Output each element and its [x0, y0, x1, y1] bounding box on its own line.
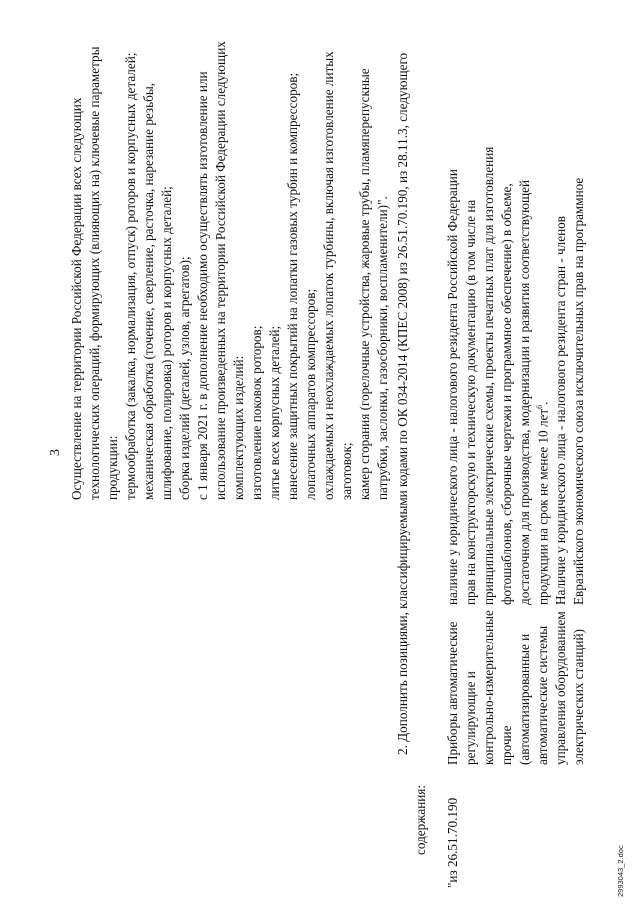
text-line: патрубки, заслонки, газосборники, воспламенители)".: [375, 196, 390, 500]
document-id: 2993043_2.doc: [616, 845, 625, 897]
text-line: с 1 января 2021 г. в дополнение необходимо осуществлять изготовление или: [195, 71, 210, 500]
condition-line: наличие у юридического лица - налогового резидента Российской Федерации: [445, 169, 460, 605]
text-line: комплектующих изделий:: [231, 355, 246, 500]
text-line: механическая обработка (точение, сверление, расточка, нарезание резьбы,: [141, 82, 156, 500]
text-line: литье всех корпусных деталей;: [267, 325, 282, 500]
condition-text: продукции на срок не менее 10 лет: [535, 408, 551, 605]
product-line: управления оборудованием: [553, 611, 568, 765]
amendment-line: содержания:: [413, 784, 428, 855]
text-line: нанесение защитных покрытий на лопатки газовых турбин и компрессоров;: [285, 72, 300, 500]
condition-line: фотошаблонов, сборочные чертежи и программное обеспечение) в объеме,: [499, 183, 514, 605]
text-line: заготовок;: [339, 442, 354, 500]
text-line: использование произведенных на территории Российской Федерации следующих: [213, 41, 228, 500]
text-line: камер сгорания (горелочные устройства, жаровые трубы, пламяперепускные: [357, 68, 372, 500]
page-number: 3: [48, 449, 63, 456]
product-line: прочие: [499, 725, 514, 765]
condition-line: прав на конструкторскую и техническую документацию (в том числе на: [463, 199, 478, 605]
product-line: (автоматизированные и: [517, 633, 532, 765]
text-line: охлаждаемых и неохлаждаемых лопаток турбины, включая изготовление литых: [321, 51, 336, 500]
product-line: автоматические системы: [535, 625, 550, 765]
text-line: Осуществление на территории Российской Федерации всех следующих: [69, 97, 84, 500]
product-line: электрических станций): [571, 629, 586, 765]
text-line: изготовление поковок роторов;: [249, 325, 264, 500]
okpd-code: "из 26.51.70.190: [445, 797, 460, 888]
condition-line: Наличие у юридического лица - налогового резидента стран - членов: [553, 216, 568, 605]
condition-line: достаточном для производства, модернизации и развития соответствующей: [517, 179, 532, 605]
product-line: Приборы автоматические: [445, 621, 460, 765]
text-line: технологических операций, формирующих (влияющих на) ключевые параметры: [87, 46, 102, 500]
condition-tail: .: [535, 401, 551, 405]
amendment-line: 2. Дополнить позициями, классифицируемыми кодами по ОК 034-2014 (КПЕС 2008) из 26.51.70.190, из 28.11.3, следующего: [395, 52, 410, 755]
text-line: продукции:: [105, 435, 120, 500]
text-line: термообработка (закалка, нормализация, отпуск) роторов и корпусных деталей;: [123, 52, 138, 500]
text-line: сборка изделий (деталей, узлов, агрегатов);: [177, 256, 192, 500]
condition-line: [536, 402, 550, 605]
condition-line: принципиальные электрические схемы, проекты печатных плат для изготовления: [481, 146, 496, 605]
text-line: лопаточных аппаратов компрессоров;: [303, 288, 318, 500]
condition-line: Евразийского экономического союза исключительных прав на программное: [571, 177, 586, 605]
text-line: шлифование, полировка) роторов и корпусных деталей;: [159, 186, 174, 500]
product-line: контрольно-измерительные: [481, 610, 496, 765]
product-line: регулирующие и: [463, 671, 478, 765]
footnote-marker: 6: [535, 404, 544, 409]
